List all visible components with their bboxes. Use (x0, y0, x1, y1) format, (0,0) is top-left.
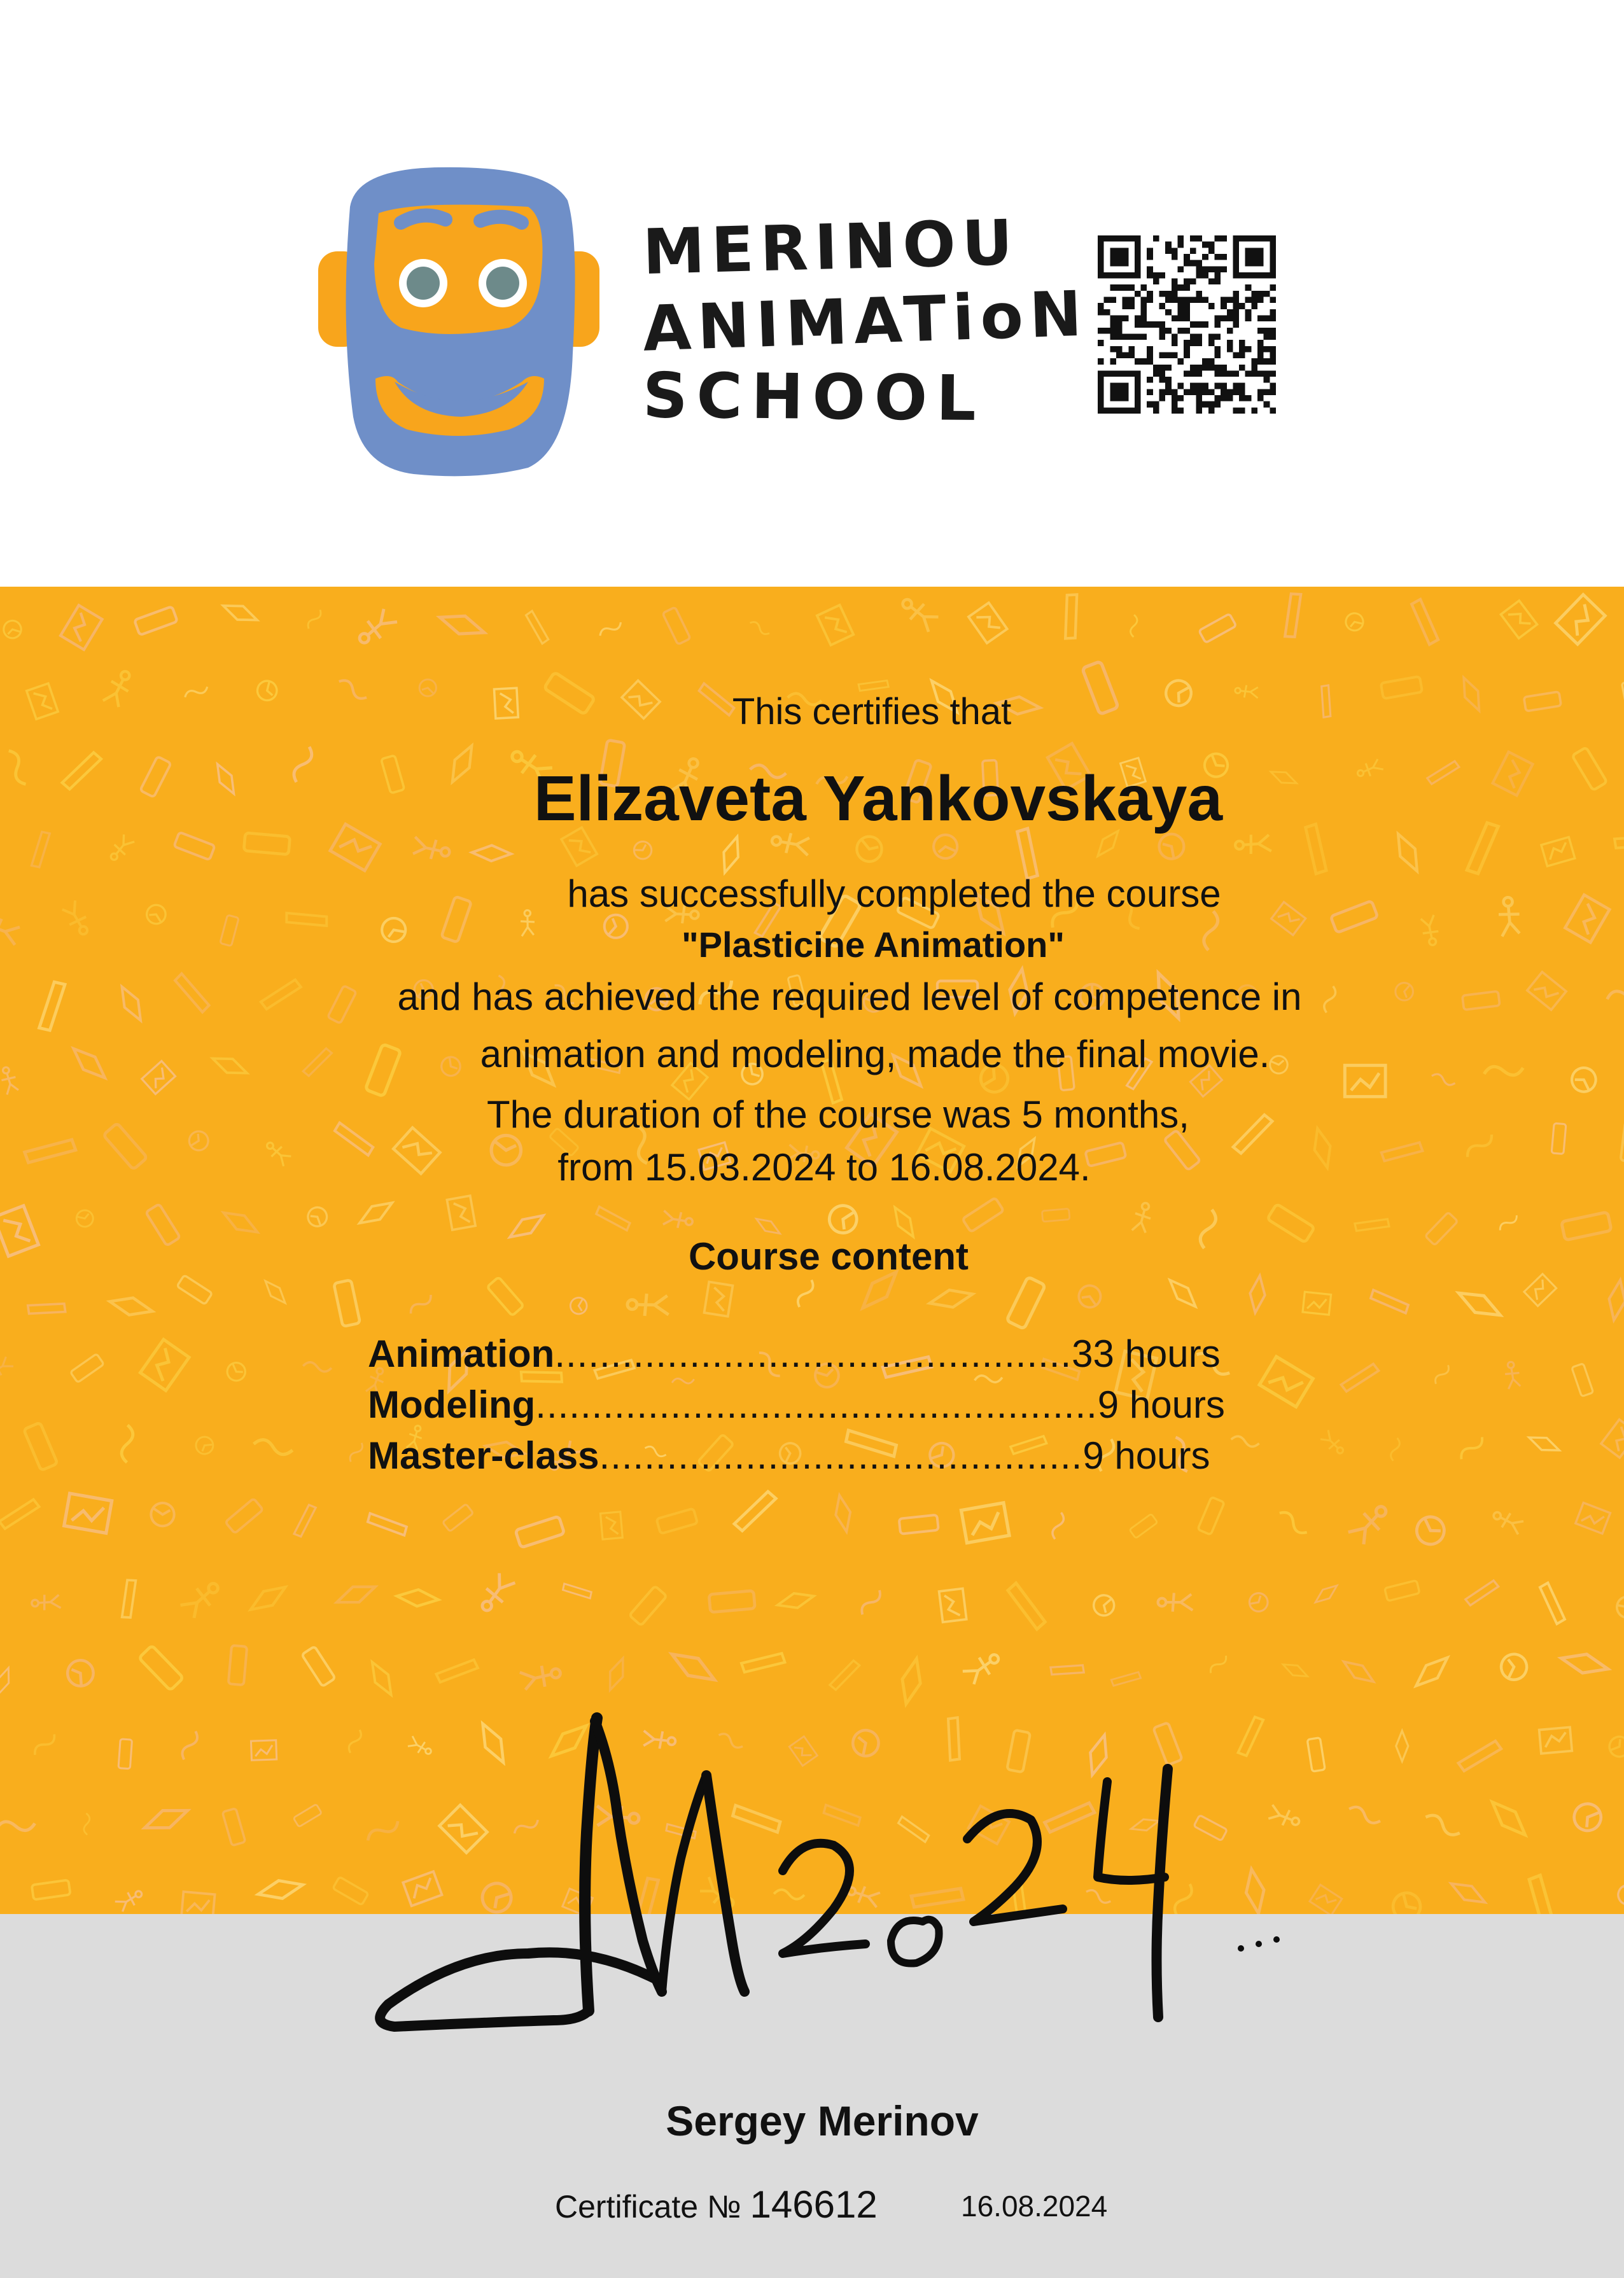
leader-dots: ........................................... (599, 1434, 1083, 1477)
handwritten-signature (363, 1674, 1355, 2049)
content-item-name: Modeling (368, 1383, 536, 1426)
leader-dots: .................................................. (535, 1383, 1098, 1426)
list-item (368, 1332, 1291, 1383)
smiling-face-logo-icon (318, 162, 611, 480)
logo-line-2: ANIMATioN (641, 277, 1089, 366)
logo-line-3: SCHOOL (642, 360, 986, 435)
list-item (368, 1434, 1291, 1485)
course-content-list (368, 1332, 1291, 1485)
certificate-label: Certificate № (555, 2189, 741, 2225)
list-item (368, 1383, 1291, 1434)
content-item-name: Master-class (368, 1434, 599, 1477)
qr-code-icon[interactable] (1098, 235, 1276, 414)
content-item-hours: 9 hours (1097, 1383, 1225, 1426)
certificate-number (555, 2183, 878, 2226)
school-logo-text (641, 206, 1089, 452)
leader-dots: .............................................. (554, 1332, 1072, 1375)
issue-date: 16.08.2024 (961, 2190, 1108, 2223)
logo-line-1: MERINOU (641, 206, 1020, 290)
content-item-hours: 33 hours (1072, 1332, 1221, 1375)
certificate-number-value: 146612 (750, 2183, 878, 2226)
certificate-header (0, 0, 1624, 587)
content-item-hours: 9 hours (1082, 1434, 1210, 1477)
content-item-name: Animation (368, 1332, 555, 1375)
